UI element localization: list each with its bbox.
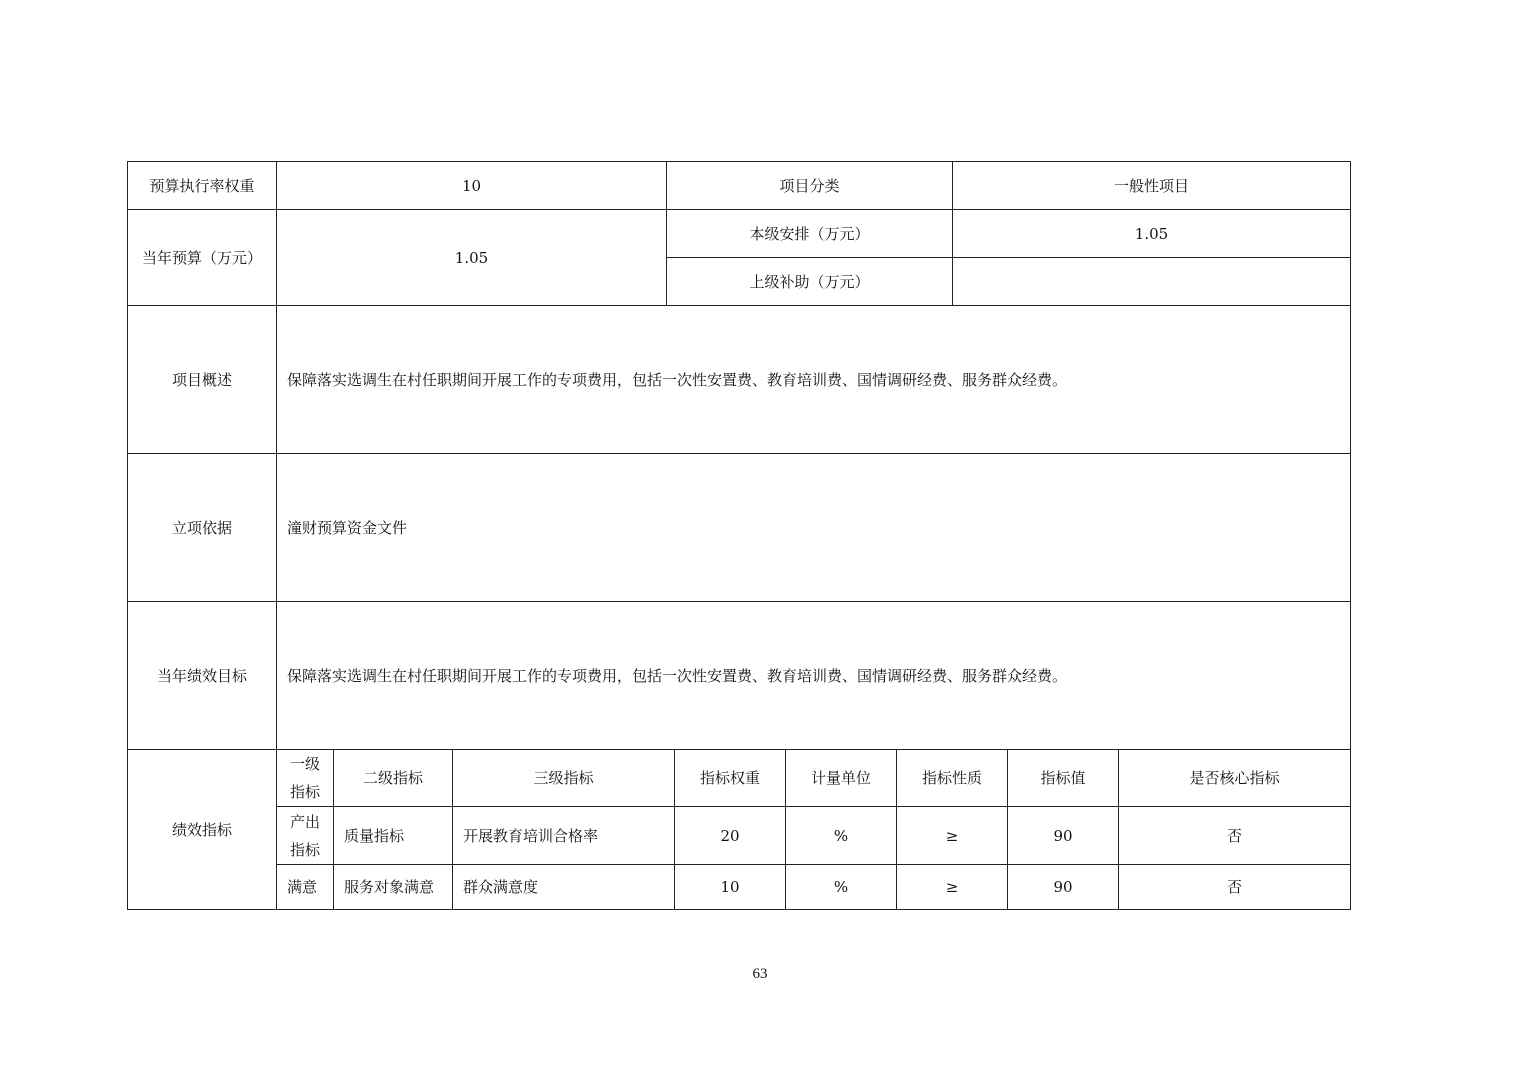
superior-subsidy-label: 上级补助（万元）: [666, 257, 953, 306]
local-arrangement-label: 本级安排（万元）: [666, 209, 953, 258]
budget-rate-weight-label: 预算执行率权重: [127, 161, 277, 210]
row1-weight: 20: [674, 806, 786, 865]
budget-table: [128, 162, 1352, 911]
header-unit: 计量单位: [785, 749, 897, 807]
row2-nature: ≥: [896, 864, 1008, 910]
row1-level1-line1: 产出: [289, 812, 320, 831]
row2-unit: %: [785, 864, 897, 910]
row1-core: 否: [1118, 806, 1351, 865]
overview-label: 项目概述: [127, 305, 277, 454]
header-nature: 指标性质: [896, 749, 1008, 807]
row2-weight: 10: [674, 864, 786, 910]
overview-text: 保障落实选调生在村任职期间开展工作的专项费用，包括一次性安置费、教育培训费、国情调研经费、服务群众经费。: [276, 305, 1351, 454]
header-core: 是否核心指标: [1118, 749, 1351, 807]
page-number: 63: [752, 966, 768, 982]
header-level1-line2: 指标: [289, 783, 320, 801]
project-category-label: 项目分类: [666, 161, 953, 210]
header-level1-line1: 一级: [289, 755, 320, 773]
row1-level2: 质量指标: [333, 806, 453, 865]
superior-subsidy-value: [952, 257, 1351, 306]
row2-level1: 满意: [276, 864, 334, 910]
budget-rate-weight-value: 10: [276, 161, 667, 210]
row1-level1: [276, 806, 334, 865]
row2-core: 否: [1118, 864, 1351, 910]
row2-value: 90: [1007, 864, 1119, 910]
row1-level1-line2: 指标: [289, 840, 320, 859]
header-level1: [276, 749, 334, 807]
local-arrangement-value: 1.05: [952, 209, 1351, 258]
row1-nature: ≥: [896, 806, 1008, 865]
goal-text: 保障落实选调生在村任职期间开展工作的专项费用，包括一次性安置费、教育培训费、国情调研经费、服务群众经费。: [276, 601, 1351, 750]
project-category-value: 一般性项目: [952, 161, 1351, 210]
row2-level2: 服务对象满意: [333, 864, 453, 910]
basis-text: 潼财预算资金文件: [276, 453, 1351, 602]
header-value: 指标值: [1007, 749, 1119, 807]
header-level3: 三级指标: [452, 749, 675, 807]
row1-unit: %: [785, 806, 897, 865]
header-weight: 指标权重: [674, 749, 786, 807]
goal-label: 当年绩效目标: [127, 601, 277, 750]
row2-level3: 群众满意度: [452, 864, 675, 910]
row1-level3: 开展教育培训合格率: [452, 806, 675, 865]
header-level2: 二级指标: [333, 749, 453, 807]
basis-label: 立项依据: [127, 453, 277, 602]
row1-value: 90: [1007, 806, 1119, 865]
indicators-label: 绩效指标: [127, 749, 277, 910]
annual-budget-value: 1.05: [276, 209, 667, 306]
annual-budget-label: 当年预算（万元）: [127, 209, 277, 306]
